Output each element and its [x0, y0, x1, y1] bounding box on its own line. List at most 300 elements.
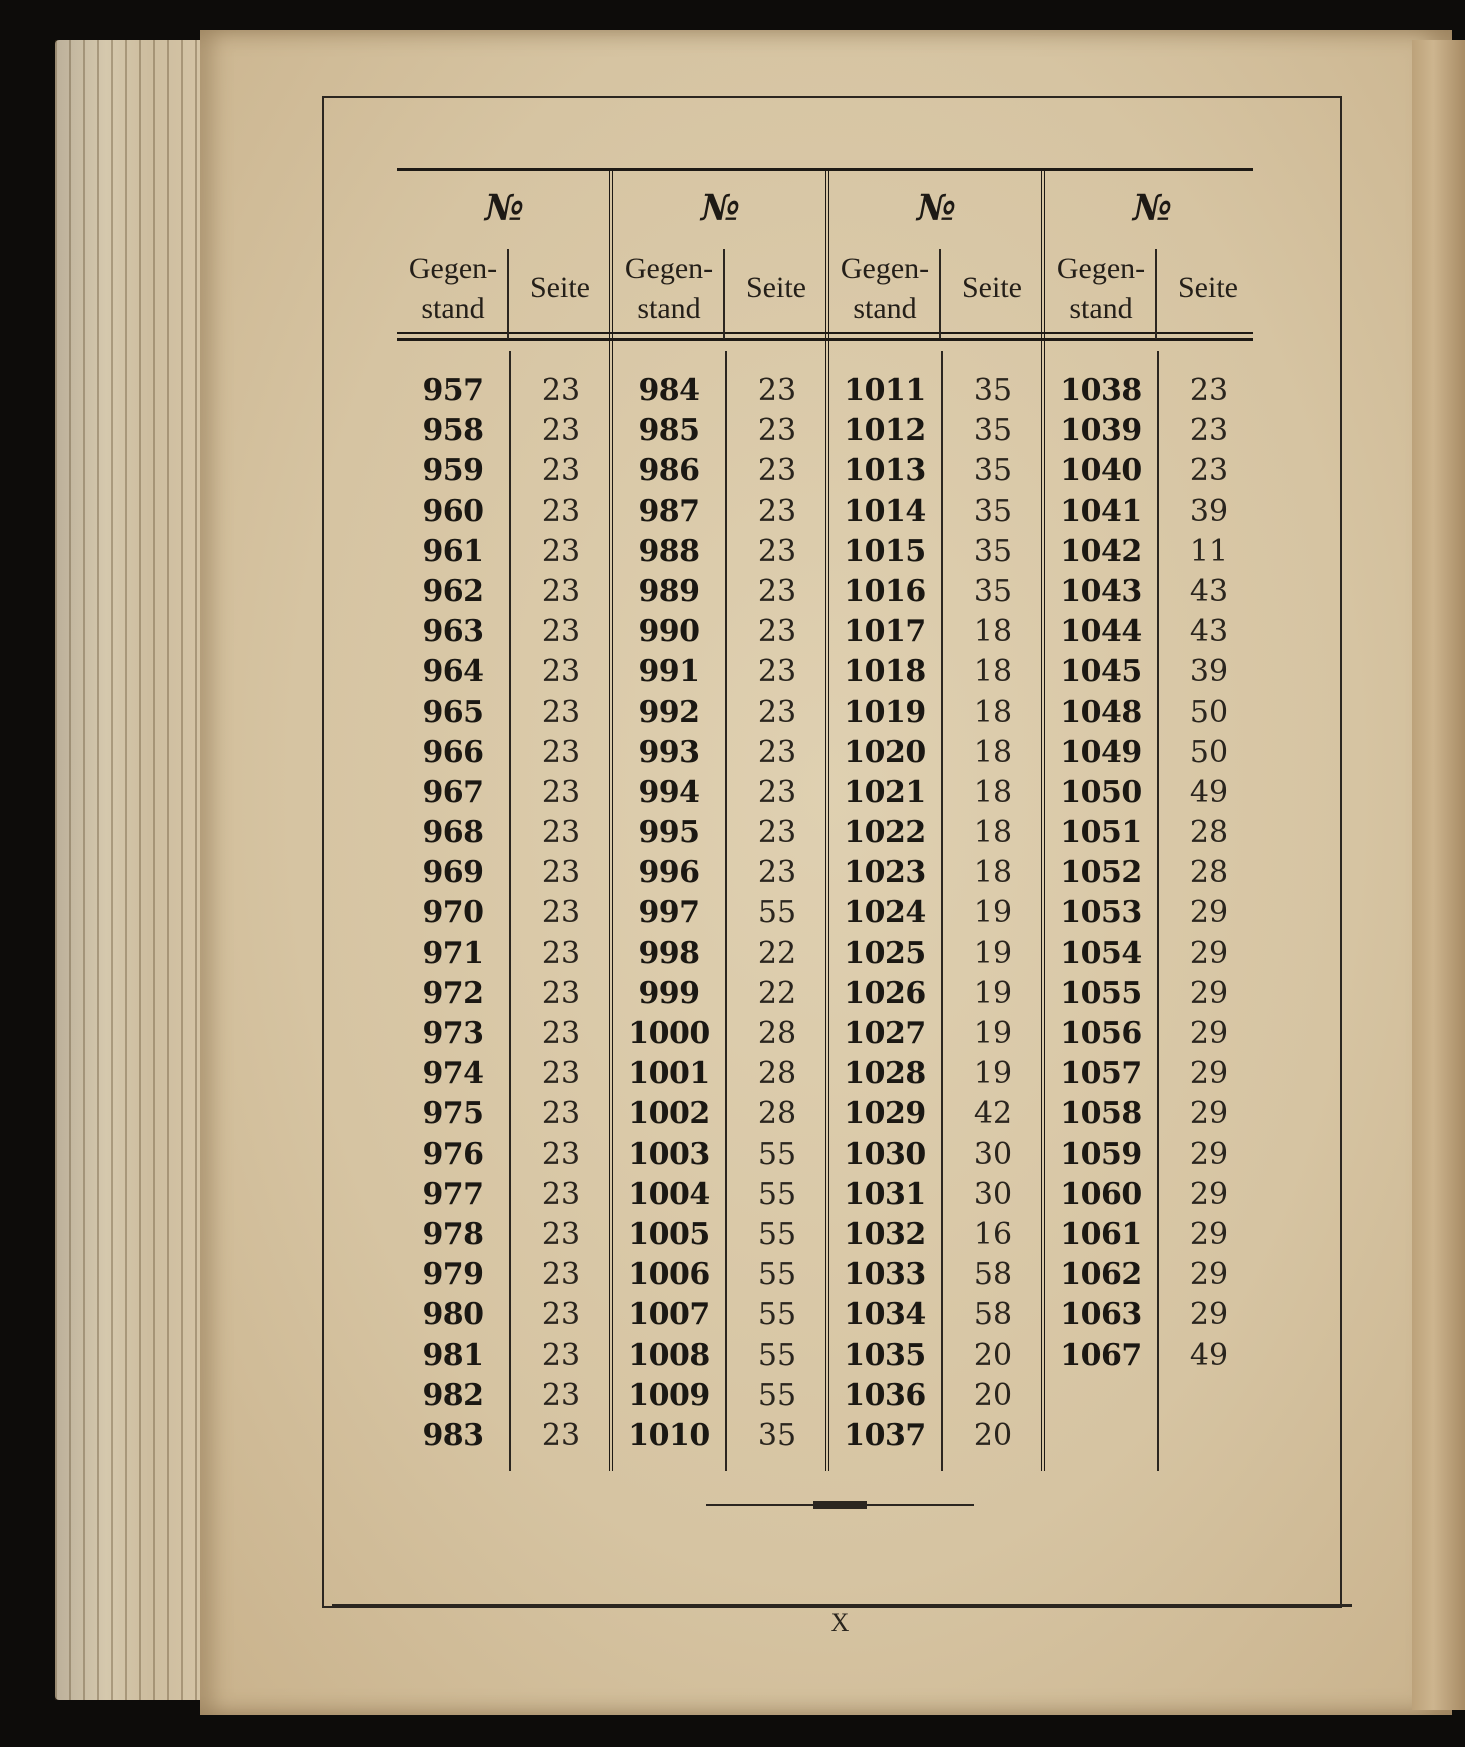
table-row	[829, 1336, 1043, 1376]
object-number: 1061	[1060, 1216, 1142, 1252]
object-number: 1025	[844, 935, 926, 971]
table-row	[613, 1376, 827, 1416]
table-row	[829, 1014, 1043, 1054]
page-reference: 19	[973, 935, 1013, 971]
table-row	[613, 572, 827, 612]
object-number: 965	[422, 694, 484, 730]
object-number: 963	[422, 614, 484, 650]
table-row	[1045, 371, 1259, 411]
page-reference: 28	[757, 1096, 797, 1132]
number-sign-heading: №	[700, 187, 740, 229]
table-row	[1045, 773, 1259, 813]
object-number: 1063	[1060, 1297, 1142, 1333]
page-reference: 23	[757, 614, 797, 650]
table-row	[829, 411, 1043, 451]
table-row	[613, 1054, 827, 1094]
object-number: 1000	[628, 1016, 710, 1051]
object-number: 1007	[628, 1297, 710, 1333]
page-reference: 28	[1189, 815, 1229, 851]
object-number: 966	[422, 734, 484, 770]
page-reference: 29	[1189, 1176, 1229, 1212]
table-row	[1045, 1215, 1259, 1255]
page-reference: 49	[1189, 1337, 1229, 1373]
page-reference: 23	[541, 734, 581, 770]
object-number: 1002	[628, 1096, 710, 1132]
table-row	[397, 773, 611, 813]
object-number: 1019	[844, 694, 926, 730]
object-number: 1058	[1060, 1096, 1142, 1132]
table-row	[613, 773, 827, 813]
table-row	[1045, 572, 1259, 612]
table-row	[613, 371, 827, 411]
table-row	[1045, 652, 1259, 692]
page-reference: 23	[757, 493, 797, 529]
column-header-object: Gegen- stand	[1056, 252, 1146, 325]
page-reference: 29	[1189, 1096, 1229, 1132]
object-number: 1028	[844, 1056, 926, 1092]
page-reference: 29	[1189, 935, 1229, 971]
page-reference: 18	[973, 734, 1013, 770]
page-reference: 58	[973, 1297, 1013, 1333]
table-row	[397, 1135, 611, 1175]
table-row	[397, 1336, 611, 1376]
page-reference: 18	[973, 614, 1013, 650]
column-group-1	[397, 171, 611, 1471]
page-reference: 23	[757, 533, 797, 569]
object-number: 992	[638, 694, 700, 730]
object-number: 960	[422, 493, 484, 529]
page-reference: 28	[1189, 855, 1229, 891]
table-row	[397, 693, 611, 733]
object-number: 1016	[844, 573, 926, 609]
object-number: 1023	[844, 855, 926, 891]
page-reference: 23	[757, 694, 797, 730]
page-reference: 35	[973, 493, 1013, 529]
page-reference: 29	[1189, 895, 1229, 931]
object-number: 1022	[844, 815, 926, 851]
table-row	[613, 411, 827, 451]
table-row	[829, 612, 1043, 652]
page-reference: 49	[1189, 774, 1229, 810]
page-reference: 23	[541, 774, 581, 810]
object-number: 1003	[628, 1136, 710, 1172]
page-reference: 23	[541, 935, 581, 971]
page-reference: 28	[757, 1016, 797, 1051]
rows	[397, 371, 611, 1456]
page-reference: 35	[973, 573, 1013, 609]
table-row	[1045, 532, 1259, 572]
table-row	[613, 1336, 827, 1376]
table-row	[829, 1135, 1043, 1175]
table-row	[829, 934, 1043, 974]
table-row	[397, 612, 611, 652]
object-number: 996	[638, 855, 700, 891]
object-number: 984	[638, 373, 700, 408]
column-group-2	[613, 171, 827, 1471]
table-row	[613, 652, 827, 692]
page-reference: 30	[973, 1176, 1013, 1212]
object-number: 1037	[844, 1417, 926, 1453]
table-row	[829, 773, 1043, 813]
page-reference: 19	[973, 975, 1013, 1011]
page-reference: 55	[757, 1297, 797, 1333]
table-row	[1045, 1295, 1259, 1335]
page-reference: 23	[541, 815, 581, 851]
table-row	[1045, 1014, 1259, 1054]
page-reference: 23	[541, 1136, 581, 1172]
page-reference: 50	[1189, 734, 1229, 770]
number-sign-heading: №	[1132, 187, 1172, 229]
object-number: 980	[422, 1297, 484, 1333]
object-number: 1012	[844, 413, 926, 449]
object-number: 1060	[1060, 1176, 1142, 1212]
table-row	[1045, 451, 1259, 491]
page-reference: 28	[757, 1056, 797, 1092]
page-reference: 20	[973, 1337, 1013, 1373]
table-row	[829, 532, 1043, 572]
page-reference: 55	[757, 1176, 797, 1212]
page-reference: 23	[541, 1056, 581, 1092]
page-reference: 11	[1189, 533, 1229, 569]
table-row	[613, 1135, 827, 1175]
object-number: 968	[422, 815, 484, 851]
page-reference: 23	[757, 855, 797, 891]
page-reference: 43	[1189, 614, 1229, 650]
object-number: 1029	[844, 1096, 926, 1132]
page-reference: 23	[541, 1176, 581, 1212]
object-number: 976	[422, 1136, 484, 1172]
object-number: 1027	[844, 1016, 926, 1051]
object-number: 973	[422, 1016, 484, 1051]
object-number: 1031	[844, 1176, 926, 1212]
object-number: 1024	[844, 895, 926, 931]
table-row	[397, 974, 611, 1014]
table-row	[613, 893, 827, 933]
page-reference: 18	[973, 694, 1013, 730]
object-number: 975	[422, 1096, 484, 1132]
page-reference: 50	[1189, 694, 1229, 730]
page-reference: 23	[541, 975, 581, 1011]
column-header-page: Seite	[530, 271, 590, 304]
table-row	[613, 612, 827, 652]
object-number: 1021	[844, 774, 926, 810]
object-number: 1034	[844, 1297, 926, 1333]
table-row	[829, 974, 1043, 1014]
page-reference: 23	[541, 493, 581, 529]
page-reference: 23	[541, 855, 581, 891]
table-row	[613, 1416, 827, 1456]
table-row	[613, 693, 827, 733]
object-number: 964	[422, 654, 484, 690]
page-reference: 18	[973, 774, 1013, 810]
table-row	[397, 1014, 611, 1054]
table-row	[829, 893, 1043, 933]
object-number: 962	[422, 573, 484, 609]
object-number: 985	[638, 413, 700, 449]
table-row	[829, 1215, 1043, 1255]
object-number: 972	[422, 975, 484, 1011]
column-header-object: Gegen- stand	[624, 252, 714, 325]
object-number: 1055	[1060, 975, 1142, 1011]
page-reference: 23	[541, 1297, 581, 1333]
page-reference: 18	[973, 654, 1013, 690]
page-reference: 23	[541, 614, 581, 650]
page-reference: 55	[757, 1136, 797, 1172]
page-reference: 23	[757, 654, 797, 690]
table-row	[829, 1175, 1043, 1215]
object-number: 1052	[1060, 855, 1142, 891]
object-number: 1009	[628, 1377, 710, 1413]
page-reference: 23	[757, 413, 797, 449]
object-number: 1036	[844, 1377, 926, 1413]
page-reference: 23	[541, 1016, 581, 1051]
table-row	[1045, 411, 1259, 451]
page-reference: 55	[757, 1257, 797, 1293]
object-number: 979	[422, 1257, 484, 1293]
object-number: 1001	[628, 1056, 710, 1092]
object-number: 974	[422, 1056, 484, 1092]
table-row	[613, 451, 827, 491]
page-reference: 23	[757, 815, 797, 851]
object-number: 983	[422, 1417, 484, 1453]
table-row	[397, 1255, 611, 1295]
table-row	[829, 1416, 1043, 1456]
table-row	[1045, 893, 1259, 933]
page-reference: 29	[1189, 1056, 1229, 1092]
page-reference: 23	[541, 373, 581, 408]
page-reference: 23	[757, 373, 797, 408]
next-page-edge	[1412, 40, 1465, 1710]
page-reference: 22	[757, 975, 797, 1011]
page-number: X	[830, 1608, 850, 1637]
object-number: 989	[638, 573, 700, 609]
object-number: 969	[422, 855, 484, 891]
table-row	[1045, 934, 1259, 974]
frame-bottom-rule	[332, 1604, 1352, 1607]
page-reference: 23	[541, 533, 581, 569]
table-row	[829, 733, 1043, 773]
page-reference: 35	[973, 373, 1013, 408]
page-reference: 23	[541, 1417, 581, 1453]
table-row	[397, 813, 611, 853]
object-number: 1056	[1060, 1016, 1142, 1051]
object-number: 1057	[1060, 1056, 1142, 1092]
table-row	[829, 1054, 1043, 1094]
table-row	[829, 371, 1043, 411]
page-reference: 16	[973, 1216, 1013, 1252]
table-row	[1045, 974, 1259, 1014]
object-number: 1032	[844, 1216, 926, 1252]
table-row	[613, 1175, 827, 1215]
page-reference: 20	[973, 1417, 1013, 1453]
page-reference: 29	[1189, 975, 1229, 1011]
table-row	[613, 1014, 827, 1054]
page-reference: 23	[541, 1216, 581, 1252]
object-number: 986	[638, 453, 700, 489]
object-number: 1018	[844, 654, 926, 690]
table-row	[613, 1215, 827, 1255]
object-number: 961	[422, 533, 484, 569]
page-reference: 23	[541, 413, 581, 449]
table-row	[829, 572, 1043, 612]
table-row	[1045, 1175, 1259, 1215]
page-reference: 43	[1189, 573, 1229, 609]
object-number: 977	[422, 1176, 484, 1212]
object-number: 1026	[844, 975, 926, 1011]
page-reference: 23	[757, 573, 797, 609]
rows	[829, 371, 1043, 1456]
table-row	[397, 371, 611, 411]
table-row	[829, 451, 1043, 491]
object-number: 1006	[628, 1257, 710, 1293]
object-number: 1015	[844, 533, 926, 569]
column-header-page: Seite	[746, 271, 806, 304]
table-row	[829, 652, 1043, 692]
object-number: 981	[422, 1337, 484, 1373]
object-number: 1004	[628, 1176, 710, 1212]
page-reference: 30	[973, 1136, 1013, 1172]
object-number: 1045	[1060, 654, 1142, 690]
object-number: 1040	[1060, 453, 1142, 489]
object-number: 1067	[1060, 1337, 1142, 1373]
table-row	[397, 652, 611, 692]
table-row	[829, 492, 1043, 532]
object-number: 993	[638, 734, 700, 770]
table-row	[397, 934, 611, 974]
number-sign-heading: №	[484, 187, 524, 229]
table-row	[1045, 1054, 1259, 1094]
page-reference: 29	[1189, 1016, 1229, 1051]
page-reference: 19	[973, 895, 1013, 931]
table-row	[829, 1376, 1043, 1416]
table-row	[613, 813, 827, 853]
object-number: 1041	[1060, 493, 1142, 529]
table-row	[397, 532, 611, 572]
page-reference: 23	[1189, 373, 1229, 408]
table-row	[1045, 853, 1259, 893]
page-reference: 55	[757, 1337, 797, 1373]
table-row	[829, 693, 1043, 733]
table-row	[613, 733, 827, 773]
table-row	[397, 893, 611, 933]
table-row	[397, 853, 611, 893]
object-number: 1051	[1060, 815, 1142, 851]
object-number: 978	[422, 1216, 484, 1252]
page-reference: 29	[1189, 1216, 1229, 1252]
table-row	[1045, 733, 1259, 773]
object-number: 1020	[844, 734, 926, 770]
page-reference: 23	[1189, 453, 1229, 489]
page-reference: 55	[757, 1216, 797, 1252]
number-sign-heading: №	[916, 187, 956, 229]
object-number: 1008	[628, 1337, 710, 1373]
object-number: 990	[638, 614, 700, 650]
object-number: 967	[422, 774, 484, 810]
object-number: 1013	[844, 453, 926, 489]
object-number: 994	[638, 774, 700, 810]
table-row	[613, 1255, 827, 1295]
page-reference: 58	[973, 1257, 1013, 1293]
page-reference: 35	[757, 1417, 797, 1453]
page-reference: 39	[1189, 493, 1229, 529]
table-row	[1045, 693, 1259, 733]
table-row	[397, 1175, 611, 1215]
object-number: 1054	[1060, 935, 1142, 971]
table-row	[829, 1255, 1043, 1295]
table-row	[397, 451, 611, 491]
object-number: 1038	[1060, 373, 1142, 408]
object-number: 1035	[844, 1337, 926, 1373]
page-reference: 23	[757, 734, 797, 770]
page-reference: 22	[757, 935, 797, 971]
object-number: 971	[422, 935, 484, 971]
column-header-page: Seite	[1178, 271, 1238, 304]
object-number: 1053	[1060, 895, 1142, 931]
page-reference: 23	[757, 453, 797, 489]
column-header-page: Seite	[962, 271, 1022, 304]
table-row	[1045, 1336, 1259, 1376]
object-number: 1005	[628, 1216, 710, 1252]
object-number: 1014	[844, 493, 926, 529]
column-header-object: Gegen- stand	[840, 252, 930, 325]
object-number: 1044	[1060, 614, 1142, 650]
table-row	[1045, 813, 1259, 853]
object-number: 958	[422, 413, 484, 449]
object-number: 1050	[1060, 774, 1142, 810]
table-row	[397, 733, 611, 773]
page-reference: 23	[541, 453, 581, 489]
rows	[1045, 371, 1259, 1376]
object-number: 959	[422, 453, 484, 489]
page-reference: 23	[541, 1257, 581, 1293]
table-row	[613, 532, 827, 572]
table-row	[613, 1295, 827, 1335]
object-number: 1049	[1060, 734, 1142, 770]
table-row	[397, 572, 611, 612]
page-reference: 23	[541, 573, 581, 609]
object-number: 957	[422, 373, 484, 408]
page-reference: 19	[973, 1016, 1013, 1051]
page-reference: 23	[757, 774, 797, 810]
object-number: 970	[422, 895, 484, 931]
table-row	[397, 492, 611, 532]
table-row	[1045, 1094, 1259, 1134]
table-row	[829, 1295, 1043, 1335]
table-row	[397, 1054, 611, 1094]
table-row	[397, 1376, 611, 1416]
object-number: 1043	[1060, 573, 1142, 609]
page-reference: 20	[973, 1377, 1013, 1413]
page-reference: 35	[973, 453, 1013, 489]
object-number: 1062	[1060, 1257, 1142, 1293]
page-reference: 23	[541, 1096, 581, 1132]
table-row	[397, 411, 611, 451]
page-reference: 39	[1189, 654, 1229, 690]
table-row	[397, 1416, 611, 1456]
table-row	[1045, 612, 1259, 652]
table-row	[829, 813, 1043, 853]
column-group-4	[1045, 171, 1259, 1471]
page-reference: 23	[541, 1377, 581, 1413]
table-row	[1045, 1135, 1259, 1175]
page-reference: 55	[757, 895, 797, 931]
object-number: 998	[638, 935, 700, 971]
page-reference: 29	[1189, 1136, 1229, 1172]
object-number: 1042	[1060, 533, 1142, 569]
table-row	[397, 1295, 611, 1335]
page-reference: 18	[973, 855, 1013, 891]
end-ornament-center	[813, 1501, 867, 1509]
